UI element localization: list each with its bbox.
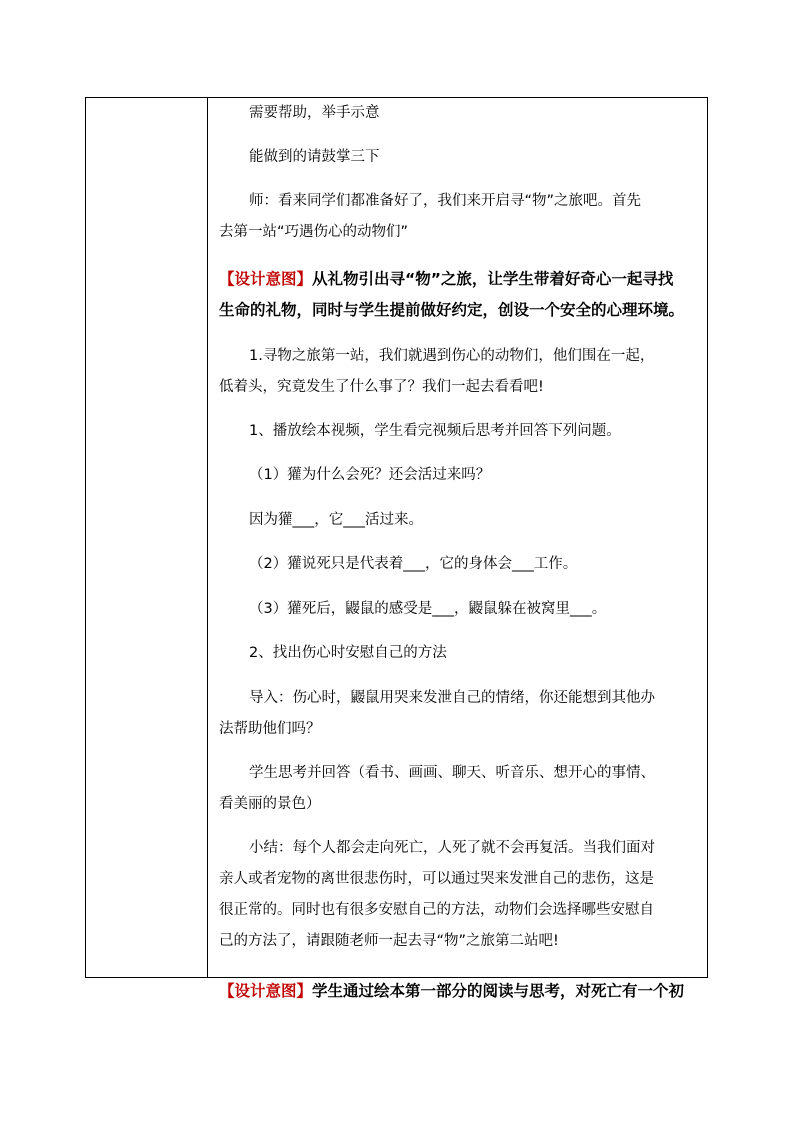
text-line: 1、播放绘本视频，学生看完视频后思考并回答下列问题。 bbox=[249, 423, 621, 439]
text-line: 很正常的。同时也有很多安慰自己的方法，动物们会选择哪些安慰自 bbox=[219, 902, 654, 918]
design-intent-tag: 【设计意图】 bbox=[219, 270, 313, 288]
text-line: 亲人或者宠物的离世很悲伤时，可以通过哭来发泄自己的悲伤，这是 bbox=[219, 871, 654, 887]
text-line: 去第一站“巧遇伤心的动物们” bbox=[219, 224, 409, 240]
design-intent-text: 学生通过绘本第一部分的阅读与思考，对死亡有一个初 bbox=[312, 982, 685, 1000]
left-column-cell bbox=[86, 98, 207, 977]
question-1 bbox=[219, 460, 704, 491]
design-intent-2 bbox=[219, 976, 704, 1007]
paragraph-raise-hand bbox=[219, 98, 704, 129]
question-2 bbox=[219, 549, 704, 580]
text-line: 因为獾___，它___活过来。 bbox=[249, 512, 423, 528]
column-divider bbox=[207, 98, 208, 977]
paragraph-student-answers bbox=[219, 758, 704, 820]
text-line: 1.寻物之旅第一站，我们就遇到伤心的动物们，他们围在一起， bbox=[249, 348, 655, 364]
text-line: 师：看来同学们都准备好了，我们来开启寻“物”之旅吧。首先 bbox=[249, 193, 642, 209]
design-intent-1 bbox=[219, 264, 704, 326]
text-line: 需要帮助，举手示意 bbox=[249, 105, 380, 121]
text-line: 导入：伤心时，鼹鼠用哭来发泄自己的情绪，你还能想到其他办 bbox=[249, 690, 655, 706]
text-line: 学生思考并回答（看书、画画、聊天、听音乐、想开心的事情、 bbox=[249, 765, 655, 781]
text-line: 生命的礼物，同时与学生提前做好约定，创设一个安全的心理环境。 bbox=[219, 301, 685, 319]
text-line: 法帮助他们吗？ bbox=[219, 721, 321, 737]
design-intent-tag: 【设计意图】 bbox=[219, 982, 313, 1000]
text-line: 看美丽的景色） bbox=[219, 796, 321, 812]
paragraph-comfort-methods bbox=[219, 638, 704, 669]
question-3 bbox=[219, 594, 704, 625]
text-line: 2、找出伤心时安慰自己的方法 bbox=[249, 645, 447, 661]
text-line: 能做到的请鼓掌三下 bbox=[249, 149, 380, 165]
design-intent-text: 从礼物引出寻“物”之旅，让学生带着好奇心一起寻找 bbox=[312, 270, 674, 288]
text-line: （1）獾为什么会死？还会活过来吗？ bbox=[249, 467, 491, 483]
text-line bbox=[219, 976, 704, 1007]
answer-1 bbox=[219, 505, 704, 536]
paragraph-summary bbox=[219, 833, 704, 957]
paragraph-first-stop bbox=[219, 341, 704, 403]
text-line: 小结：每个人都会走向死亡，人死了就不会再复活。当我们面对 bbox=[249, 840, 655, 856]
text-line: 低着头，究竟发生了什么事了？我们一起去看看吧! bbox=[219, 379, 544, 395]
text-line bbox=[219, 264, 704, 295]
paragraph-lead-in bbox=[219, 683, 704, 745]
paragraph-teacher-intro bbox=[219, 186, 704, 248]
paragraph-play-video bbox=[219, 416, 704, 447]
text-line: 己的方法了，请跟随老师一起去寻“物”之旅第二站吧! bbox=[219, 933, 559, 949]
text-line: （3）獾死后，鼹鼠的感受是___，鼹鼠躲在被窝里___。 bbox=[249, 601, 607, 617]
paragraph-clap bbox=[219, 142, 704, 173]
text-line: （2）獾说死只是代表着___，它的身体会___工作。 bbox=[249, 556, 578, 572]
lesson-table bbox=[85, 97, 708, 1000]
